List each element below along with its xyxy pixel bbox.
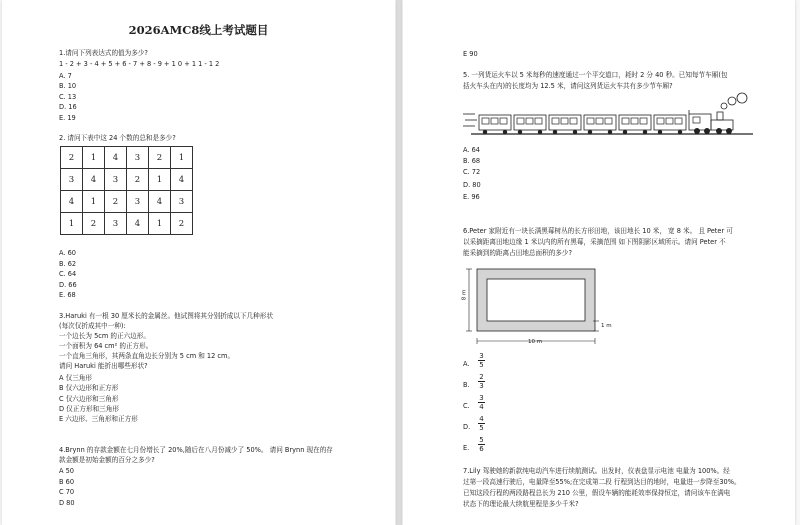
height-label: 8 m [461, 289, 468, 301]
q2-number-grid [60, 146, 193, 235]
q3-option: D 仅正方形和三角形 [59, 405, 119, 413]
q4-option: B 60 [59, 478, 75, 486]
q6-option-letter: C. [463, 402, 470, 410]
denominator: 5 [479, 424, 484, 432]
q1-option: A. 7 [59, 72, 72, 80]
numerator: 5 [479, 436, 484, 444]
denominator: 5 [479, 361, 484, 369]
q1-option: E. 19 [59, 114, 76, 122]
q3-line: 一个直角三角形，其两条直角边长分别为 5 cm 和 12 cm。 [59, 352, 235, 360]
q5-option: D. 80 [463, 181, 481, 189]
grid-cell: 3 [105, 169, 127, 191]
q3-line: 一个边长为 5cm 的正六边形。 [59, 332, 150, 340]
grid-cell: 3 [61, 169, 83, 191]
q3-line: 3.Haruki 有一根 30 厘米长的金属丝。他试图将其分别折成以下几种形状 [59, 312, 273, 320]
q3-option: A 仅三角形 [59, 374, 92, 382]
grid-cell: 2 [105, 191, 127, 213]
grid-cell: 1 [61, 213, 83, 235]
q6-option-letter: E. [463, 444, 470, 452]
q7-line: 状态下的理论最大续航里程是多少千米? [463, 500, 579, 508]
q1-option: B. 10 [59, 82, 77, 90]
q4-line: 款金额是初始金额的百分之多少? [59, 456, 155, 464]
q5-option: C. 72 [463, 168, 481, 176]
denominator: 4 [479, 403, 484, 411]
grid-cell: 3 [127, 191, 149, 213]
grid-cell: 4 [61, 191, 83, 213]
grid-cell: 2 [83, 213, 105, 235]
q5-option: A. 64 [463, 146, 480, 154]
q6-fraction [478, 436, 485, 453]
q3-option: C 仅六边形和三角形 [59, 395, 119, 403]
right-page [403, 0, 795, 525]
q3-option: E 六边形、三角形和正方形 [59, 415, 138, 423]
numerator: 3 [479, 394, 484, 402]
q4-option: C 70 [59, 488, 75, 496]
q3-option: B 仅六边形和正方形 [59, 384, 119, 392]
q6-option-letter: A. [463, 360, 470, 368]
grid-row [61, 169, 193, 191]
left-page [2, 0, 395, 525]
q6-fraction [478, 394, 485, 411]
q3-line: (每次仅折成其中一种): [59, 322, 126, 330]
q1-expression: 1 - 2 + 3 - 4 + 5 + 6 - 7 + 8 - 9 + 1 0 + 1 1 - 1 2 [59, 60, 220, 68]
grid-cell: 3 [127, 147, 149, 169]
grid-cell: 1 [149, 213, 171, 235]
exam-title: 2026AMC8线上考试题目 [128, 23, 269, 37]
q4-line: 4.Brynn 的存款金额在七月份增长了 20%,随后在八月份减少了 50%。 请问 Brynn 现在的存 [59, 446, 333, 454]
prev-option: E 90 [463, 50, 478, 58]
q3-line: 一个面积为 64 cm² 的正方形。 [59, 342, 153, 350]
q6-fraction [478, 352, 485, 369]
q2-stem: 2. 请问下表中这 24 个数的总和是多少? [59, 134, 176, 142]
grid-cell: 2 [149, 147, 171, 169]
numerator: 4 [479, 415, 484, 423]
grid-cell: 2 [171, 213, 193, 235]
grid-row [61, 191, 193, 213]
margin-label: 1 m [601, 323, 612, 329]
q1-stem: 1.请问下列表达式的值为多少? [59, 49, 148, 57]
q6-fraction [478, 415, 485, 432]
grid-cell: 1 [83, 191, 105, 213]
q6-fraction [478, 373, 485, 390]
grid-cell: 3 [105, 213, 127, 235]
q4-option: D 80 [59, 499, 75, 507]
grid-cell: 4 [105, 147, 127, 169]
grid-cell: 2 [61, 147, 83, 169]
grid-row [61, 147, 193, 169]
q1-option: D. 16 [59, 103, 77, 111]
q6-option-letter: B. [463, 381, 470, 389]
q5-line: 5. 一列货运火车以 5 米每秒的速度通过一个平交道口，耗时 2 分 40 秒。已知每节车厢(包 [463, 71, 728, 79]
q5-line: 括火车头在内)的长度均为 12.5 米，请问这列货运火车共有多少节车厢? [463, 82, 673, 90]
denominator: 3 [479, 382, 484, 390]
q5-option: B. 68 [463, 157, 481, 165]
field-inner-rect [487, 279, 585, 321]
grid-row [61, 213, 193, 235]
q6-line: 能采摘到的距离占田地总面积的多少? [463, 249, 572, 257]
denominator: 6 [479, 445, 484, 453]
q5-option: E. 96 [463, 193, 480, 201]
q2-option: E. 68 [59, 291, 76, 299]
q3-line: 请问 Haruki 能折出哪些形状? [59, 362, 148, 370]
q6-line: 6.Peter 家附近有一块长满黑莓树丛的长方形田地，该田地长 10 米， 宽 8 米。 且 Peter 可 [463, 227, 733, 235]
numerator: 2 [479, 373, 484, 381]
grid-cell: 4 [83, 169, 105, 191]
grid-cell: 2 [127, 169, 149, 191]
q6-option-letter: D. [463, 423, 471, 431]
grid-cell: 4 [149, 191, 171, 213]
q2-option: B. 62 [59, 260, 77, 268]
q1-option: C. 13 [59, 93, 77, 101]
q7-line: 已知这段行程的两段路程总长为 210 公里，假设车辆的能耗效率保持恒定，请问该车在满电 [463, 489, 731, 497]
grid-cell: 4 [127, 213, 149, 235]
grid-cell: 4 [171, 169, 193, 191]
width-label: 10 m [528, 339, 543, 345]
page-gutter [396, 0, 402, 525]
grid-cell: 1 [171, 147, 193, 169]
q2-option: C. 64 [59, 270, 77, 278]
q7-line: 过第一段高速行驶后，电量降至55%;在完成第二段 行程到达目的地时，电量进一步降至30%。 [463, 478, 741, 486]
grid-cell: 1 [149, 169, 171, 191]
q6-line: 以采摘距离田地边缘 1 米以内的所有黑莓，采摘范围 如下图阴影区域所示。请问 Peter 不 [463, 238, 726, 246]
train-illustration [461, 92, 761, 142]
numerator: 3 [479, 352, 484, 360]
q2-option: A. 60 [59, 249, 76, 257]
grid-cell: 3 [171, 191, 193, 213]
q2-option: D. 66 [59, 281, 77, 289]
grid-cell: 1 [83, 147, 105, 169]
q4-option: A 50 [59, 467, 74, 475]
q7-line: 7.Lily 驾驶她的新款纯电动汽车进行续航测试。出发时，仪表盘显示电池 电量为 100%。经 [463, 467, 730, 475]
